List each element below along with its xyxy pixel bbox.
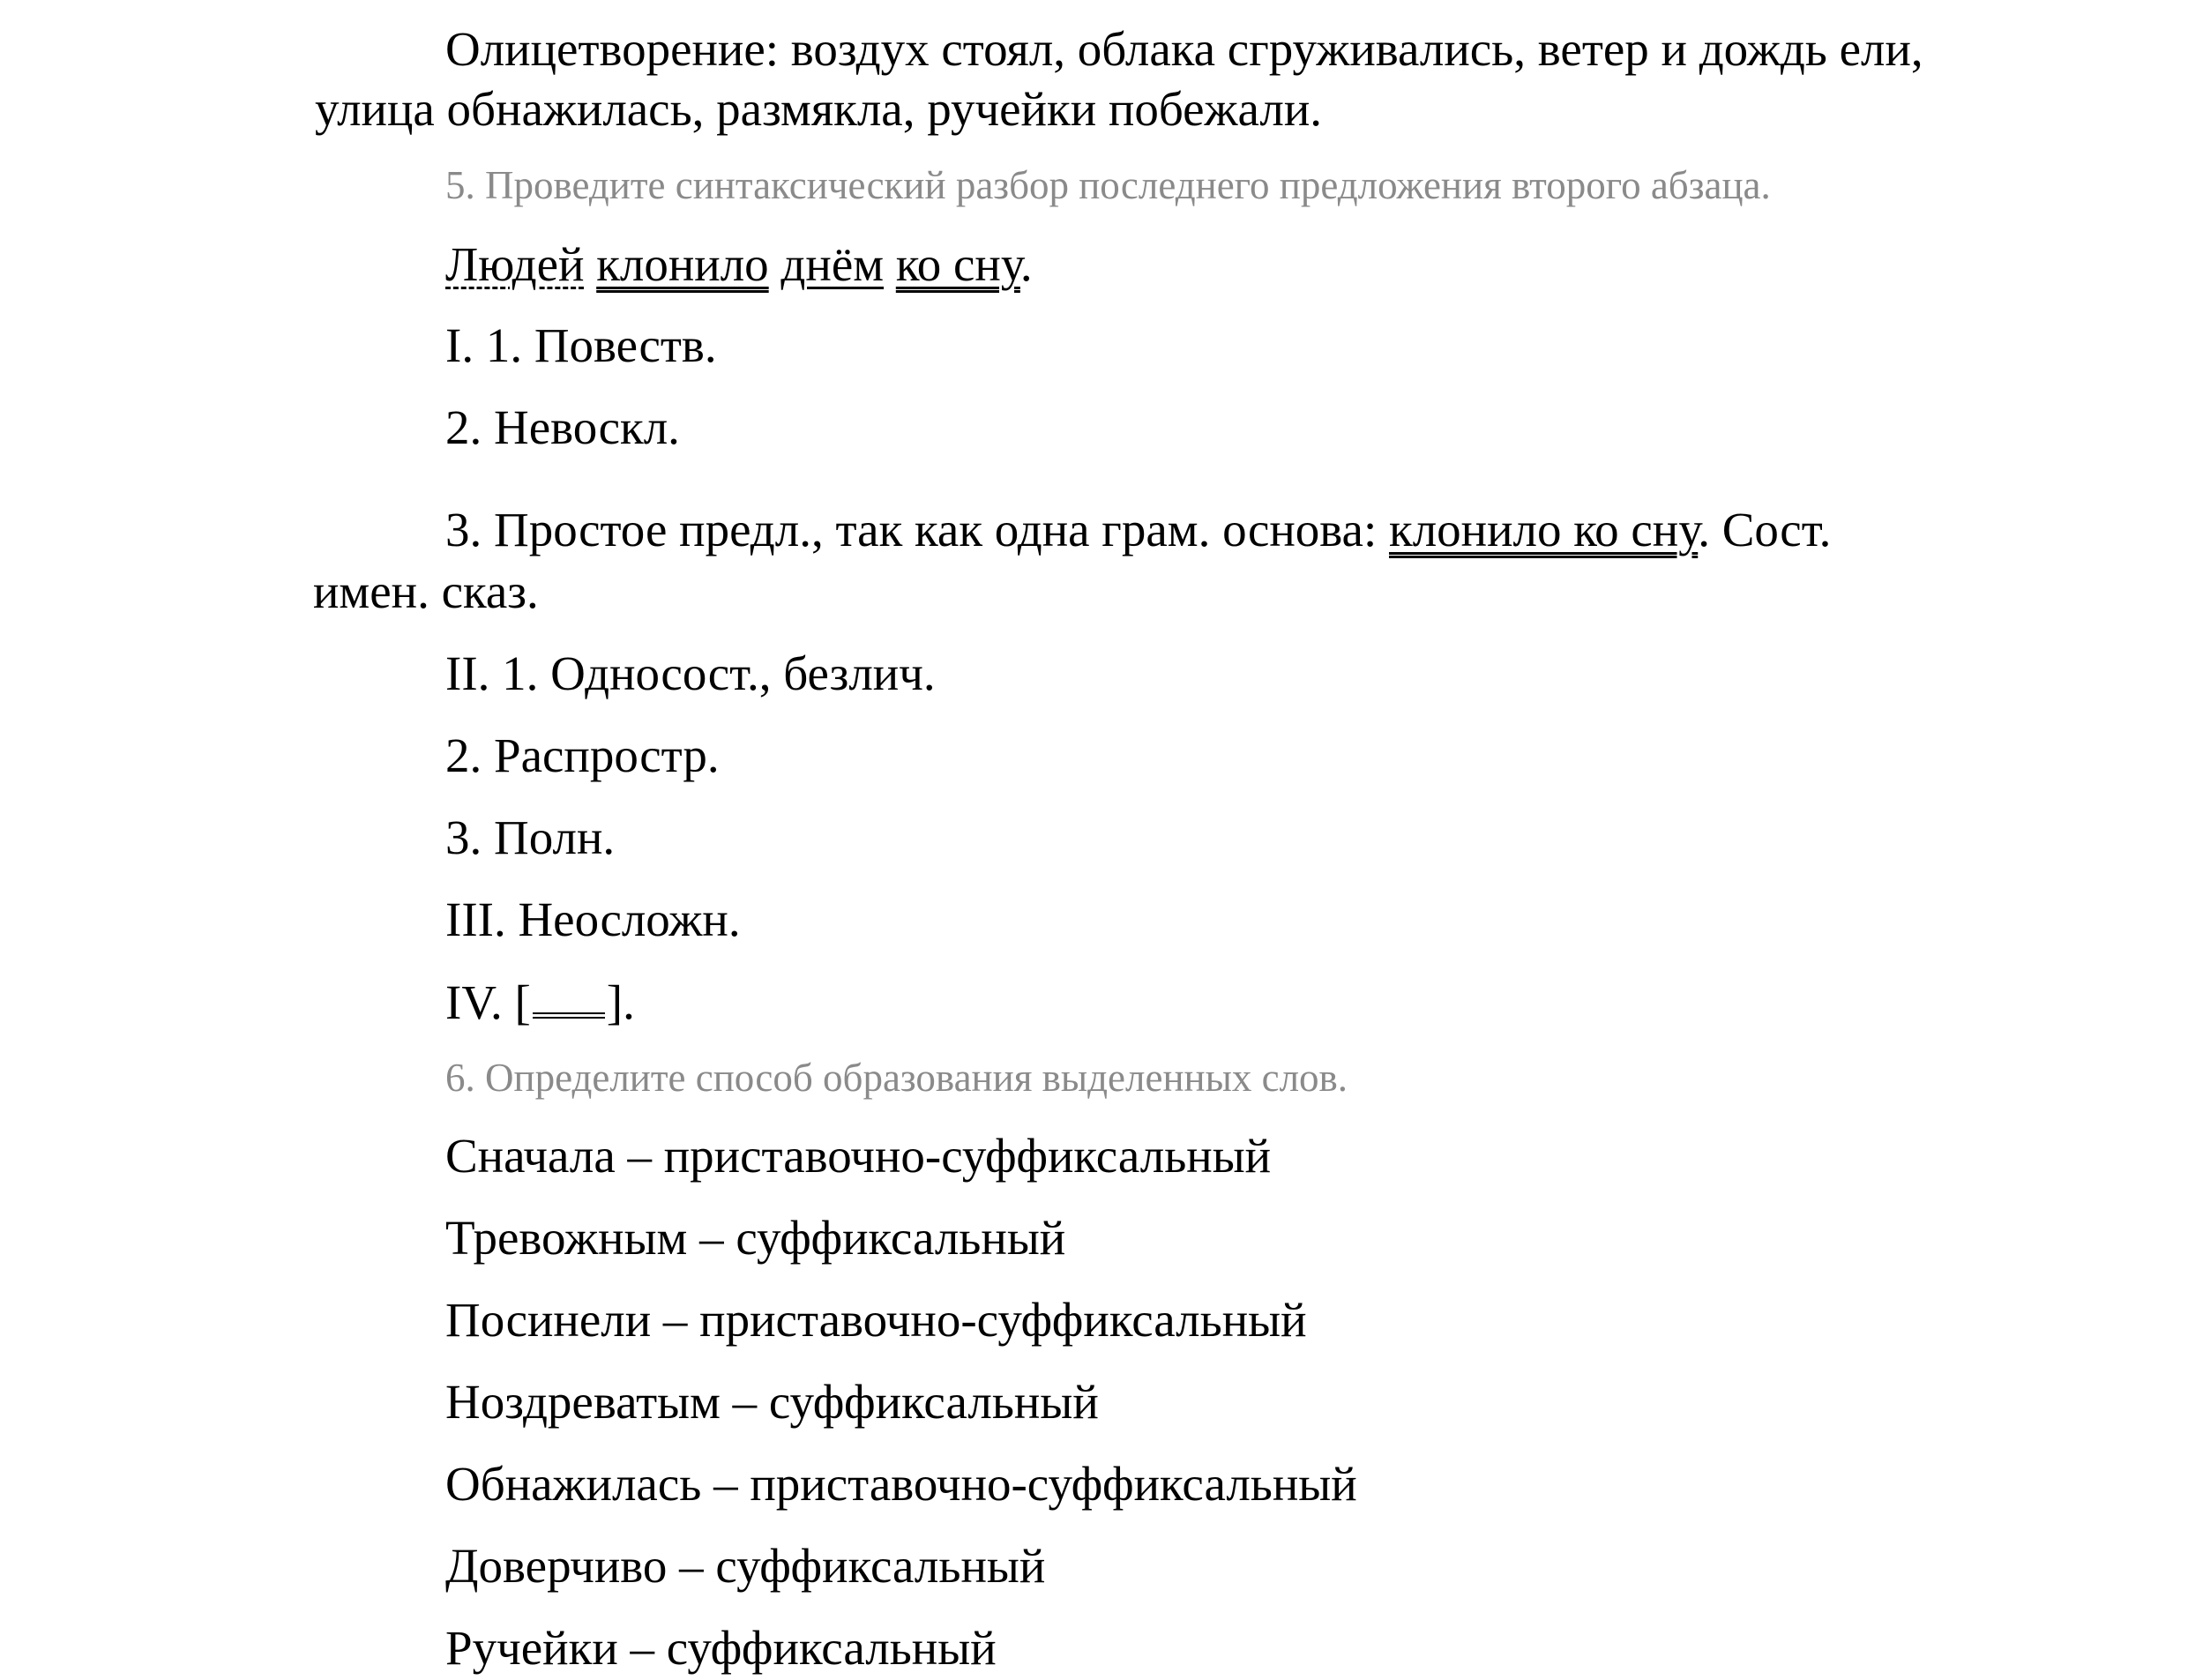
parse-item-i3-continued: имен. сказ. [313, 564, 539, 618]
sentence-word-object: Людей [445, 237, 585, 291]
sentence-word-predicate-part: ко сну [895, 237, 1020, 291]
word-formation-item: Посинели – приставочно-суффиксальный [445, 1293, 1307, 1347]
personification-line-2: улица обнажилась, размякла, ручейки побежали. [315, 82, 1323, 136]
sentence-end-mark: . [1019, 237, 1033, 291]
scheme-close: ]. [606, 975, 635, 1029]
word-formation-item: Обнажилась – приставочно-суффиксальный [445, 1457, 1357, 1511]
parse-item-ii2: 2. Распростр. [445, 728, 720, 782]
parse-item-i3 [445, 505, 1831, 554]
word-formation-item: Сначала – приставочно-суффиксальный [445, 1129, 1272, 1183]
task-6-heading: 6. Определите способ образования выделенных слов. [445, 1056, 1348, 1100]
parse-item-ii3: 3. Полн. [445, 810, 616, 864]
parse-item-iv [445, 977, 635, 1027]
parse-item-ii1: II. 1. Односост., безлич. [445, 646, 936, 700]
scheme-open: IV. [ [445, 975, 531, 1029]
parse-item-i3-text: 3. Простое предл., так как одна грам. основа: [445, 503, 1389, 556]
word-formation-item: Ноздреватым – суффиксальный [445, 1375, 1099, 1429]
personification-line-1: Олицетворение: воздух стоял, облака сгруживались, ветер и дождь ели, [445, 22, 1923, 76]
task-5-heading: 5. Проведите синтаксический разбор последнего предложения второго абзаца. [445, 163, 1771, 207]
parse-item-i3-text-end: . Сост. [1698, 503, 1832, 556]
grammatical-basis: клонило ко сну [1388, 503, 1699, 556]
sentence-word-predicate: клонило [596, 237, 769, 291]
parse-item-i1: I. 1. Повеств. [445, 318, 717, 372]
word-formation-item: Доверчиво – суффиксальный [445, 1539, 1046, 1593]
sentence-word-adverbial: днём [780, 237, 885, 291]
analyzed-sentence [445, 237, 1033, 291]
word-formation-item: Ручейки – суффиксальный [445, 1621, 997, 1675]
scheme-predicate-line [533, 977, 605, 1019]
word-formation-item: Тревожным – суффиксальный [445, 1211, 1066, 1265]
parse-item-i2: 2. Невоскл. [445, 400, 680, 454]
parse-item-iii: III. Неосложн. [445, 892, 741, 946]
